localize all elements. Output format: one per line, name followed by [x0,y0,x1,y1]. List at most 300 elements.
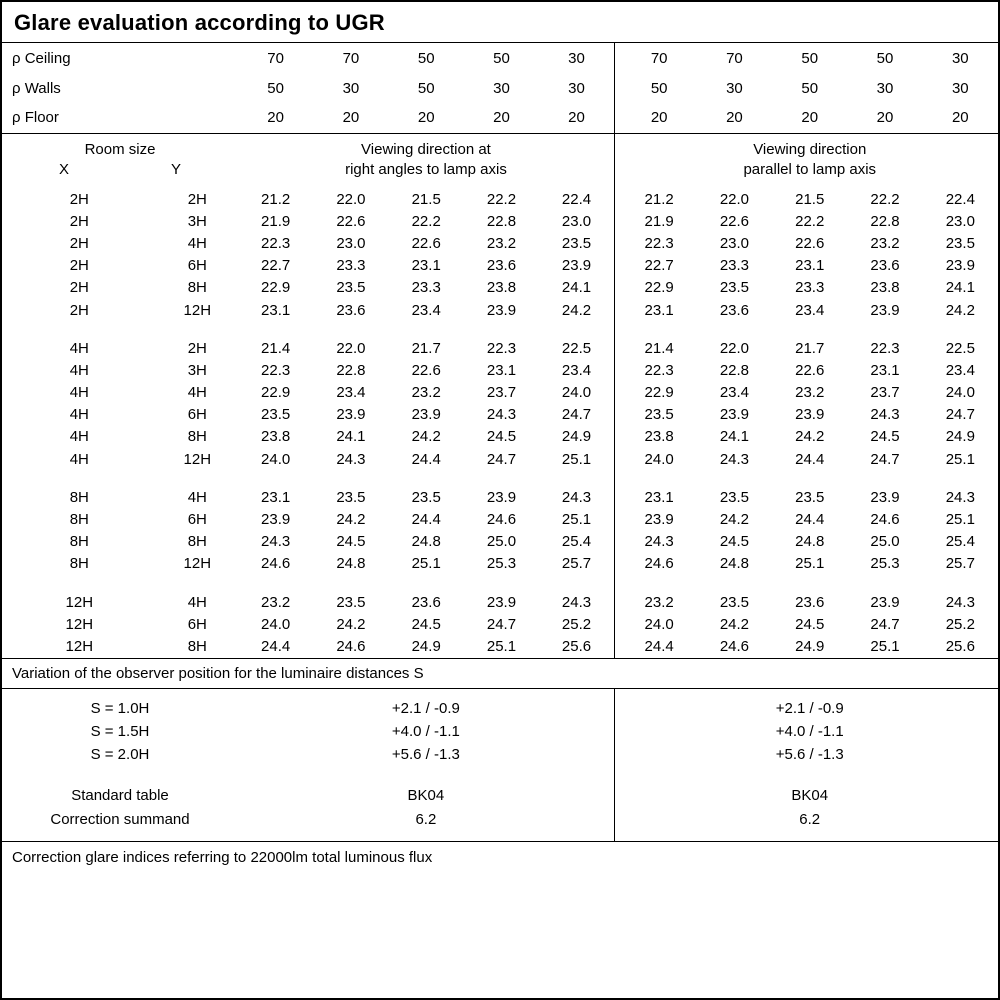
ugr-value-parallel: 23.9 [870,301,900,319]
header-line-2: right angles to lamp axis [345,160,507,178]
table-row [2,404,998,426]
ugr-value-perpendicular: 22.0 [336,190,366,208]
ugr-value-parallel: 23.9 [945,257,975,275]
ugr-value-perpendicular: 23.4 [336,384,366,402]
ugr-value-parallel: 22.3 [644,361,674,379]
ugr-value-parallel: 23.9 [870,593,900,611]
ugr-value-perpendicular: 21.7 [411,339,441,357]
spacer-cell [157,575,238,591]
standard-table-label: Standard table [71,787,169,805]
room-size-y: 12H [183,555,212,573]
ugr-value-perpendicular: 24.8 [411,533,441,551]
ugr-value-parallel: 23.5 [795,488,825,506]
spacer-cell [313,575,388,591]
ugr-value-parallel: 24.9 [795,637,825,655]
header-line-2: parallel to lamp axis [743,160,877,178]
ugr-value-parallel: 23.9 [795,406,825,424]
ugr-value-parallel: 25.1 [795,555,825,573]
ugr-value-parallel: 24.2 [795,428,825,446]
ugr-value-perpendicular: 23.9 [486,593,517,611]
room-size-y: 4H [187,384,207,402]
column-divider [614,508,621,530]
group-spacer [2,575,998,591]
room-size-x-label: X [58,160,69,178]
ugr-value-perpendicular: 23.6 [486,257,517,275]
spacer-cell [464,470,539,486]
ugr-value-parallel: 23.5 [945,234,975,252]
ugr-value-parallel: 23.5 [719,279,750,297]
ugr-value-parallel: 23.5 [719,593,750,611]
ugr-value-perpendicular: 22.7 [261,257,291,275]
ugr-value-perpendicular: 22.9 [261,279,291,297]
ugr-value-parallel: 23.1 [870,361,900,379]
ugr-value-perpendicular: 22.5 [561,339,592,357]
ugr-value-perpendicular: 22.8 [486,212,517,230]
room-size-x: 12H [65,593,94,611]
ugr-value-perpendicular: 23.1 [486,361,517,379]
ugr-value-perpendicular: 22.2 [486,190,517,208]
ugr-value-perpendicular: 23.5 [336,279,366,297]
ugr-value-perpendicular: 24.2 [411,428,441,446]
reflectance-value: 50 [417,49,435,67]
ugr-value-perpendicular: 22.3 [261,361,291,379]
spacer-cell [772,470,847,486]
spacer-cell [238,470,313,486]
spacer-cell [923,575,998,591]
room-size-y: 6H [187,406,207,424]
footer-note: Correction glare indices referring to 22000lm total luminous flux [12,848,433,866]
s-values-parallel [621,688,998,776]
s-label: S = 2.0H [90,746,150,764]
ugr-value-perpendicular: 23.5 [561,234,592,252]
column-divider [614,591,621,613]
ugr-value-parallel: 22.6 [795,361,825,379]
ugr-value-perpendicular: 25.1 [486,637,517,655]
ugr-value-perpendicular: 23.2 [261,593,291,611]
reflectance-value: 70 [342,49,360,67]
ugr-value-perpendicular: 23.0 [561,212,592,230]
ugr-value-perpendicular: 23.4 [561,361,592,379]
s-value: +2.1 / -0.9 [391,699,460,717]
ugr-value-perpendicular: 24.9 [411,637,441,655]
reflectance-value: 20 [622,103,697,133]
ugr-value-perpendicular: 24.2 [336,511,366,529]
spacer-cell [157,321,238,337]
column-divider [614,103,621,133]
ugr-value-perpendicular: 21.9 [261,212,291,230]
ugr-value-parallel: 22.8 [719,361,750,379]
ugr-value-parallel: 22.6 [719,212,750,230]
ugr-value-parallel: 23.5 [644,406,674,424]
table-row [2,277,998,299]
header-line-1: Viewing direction [753,140,867,158]
table-row [2,591,998,613]
spacer-cell [2,470,157,486]
room-size-x: 2H [69,234,89,252]
ugr-value-perpendicular: 23.1 [261,488,291,506]
s-labels-cell [2,688,238,776]
ugr-value-parallel: 21.9 [644,212,674,230]
room-size-y: 4H [187,593,207,611]
ugr-value-parallel: 25.6 [945,637,975,655]
ugr-value-perpendicular: 22.6 [411,361,441,379]
ugr-value-perpendicular: 24.4 [261,637,291,655]
spacer-cell [539,575,614,591]
ugr-value-parallel: 21.7 [795,339,825,357]
ugr-value-parallel: 25.2 [945,615,975,633]
ugr-value-perpendicular: 23.2 [411,384,441,402]
ugr-value-perpendicular: 24.0 [561,384,592,402]
group-spacer [2,470,998,486]
spacer-cell [389,575,464,591]
ugr-value-perpendicular: 22.8 [336,361,366,379]
ugr-value-perpendicular: 23.2 [486,234,517,252]
room-size-x: 4H [69,361,89,379]
ugr-value-parallel: 23.9 [644,511,674,529]
ugr-value-parallel: 23.4 [719,384,750,402]
ugr-value-parallel: 24.4 [795,450,825,468]
ugr-value-parallel: 24.3 [870,406,900,424]
reflectance-value: 20 [238,103,313,133]
s-value: +4.0 / -1.1 [775,722,844,740]
ugr-value-perpendicular: 24.7 [486,615,517,633]
column-divider [614,321,621,337]
reflectance-value: 20 [697,103,772,133]
ugr-value-perpendicular: 24.4 [411,511,441,529]
reflectance-value: 20 [772,103,847,133]
ugr-value-parallel: 22.3 [644,234,674,252]
room-size-x: 4H [69,384,89,402]
ugr-value-perpendicular: 24.6 [261,555,291,573]
room-size-y: 6H [187,511,207,529]
footer-note-row [2,841,998,873]
ugr-value-perpendicular: 23.1 [411,257,441,275]
ugr-value-parallel: 23.9 [870,488,900,506]
room-size-x: 2H [69,190,89,208]
variation-note-row [2,658,998,688]
ugr-value-perpendicular: 21.4 [261,339,291,357]
ugr-value-parallel: 22.7 [644,257,674,275]
ugr-value-parallel: 24.2 [945,301,975,319]
ugr-value-perpendicular: 23.1 [261,301,291,319]
ugr-value-parallel: 24.7 [870,615,900,633]
ugr-value-perpendicular: 24.8 [336,555,366,573]
column-divider [614,613,621,635]
ugr-value-parallel: 23.7 [870,384,900,402]
ugr-value-perpendicular: 24.6 [336,637,366,655]
ugr-value-perpendicular: 23.7 [486,384,517,402]
ugr-value-parallel: 23.3 [719,257,750,275]
ugr-value-perpendicular: 22.3 [261,234,291,252]
ugr-value-perpendicular: 25.6 [561,637,592,655]
column-divider [614,43,621,73]
reflectance-value: 50 [267,79,284,97]
ugr-value-perpendicular: 24.7 [486,450,517,468]
spacer-cell [697,575,772,591]
ugr-value-parallel: 24.0 [644,450,674,468]
room-size-x: 2H [69,279,89,297]
spacer-cell [772,321,847,337]
ugr-value-parallel: 24.7 [945,406,975,424]
ugr-value-perpendicular: 23.8 [261,428,291,446]
room-size-y: 8H [187,279,207,297]
standard-table-value: BK04 [407,787,445,805]
ugr-value-parallel: 21.5 [795,190,825,208]
spacer-cell [389,470,464,486]
reflectance-value: 70 [650,49,668,67]
column-divider [614,448,621,470]
ugr-value-parallel: 24.3 [644,533,674,551]
group-spacer [2,321,998,337]
ugr-value-perpendicular: 24.4 [411,450,441,468]
table-row [2,43,998,73]
column-divider [614,232,621,254]
ugr-value-parallel: 23.0 [945,212,975,230]
reflectance-label-floor: ρ Floor [2,103,238,133]
ugr-value-parallel: 22.6 [795,234,825,252]
ugr-value-perpendicular: 22.3 [486,339,517,357]
table-row [2,73,998,103]
ugr-value-parallel: 25.1 [945,511,975,529]
ugr-value-perpendicular: 25.7 [561,555,592,573]
ugr-value-perpendicular: 24.3 [486,406,517,424]
reflectance-value: 30 [568,79,585,97]
ugr-value-parallel: 23.5 [719,488,750,506]
room-size-x: 2H [69,301,89,319]
ugr-value-parallel: 24.4 [795,511,825,529]
correction-summand-value: 6.2 [415,810,437,828]
ugr-value-perpendicular: 25.0 [486,533,517,551]
room-size-y: 4H [187,488,207,506]
ugr-value-parallel: 22.2 [870,190,900,208]
ugr-value-perpendicular: 24.2 [336,615,366,633]
reflectance-value: 70 [267,49,284,67]
ugr-value-perpendicular: 24.3 [261,533,291,551]
ugr-value-perpendicular: 24.0 [261,615,291,633]
spacer-cell [238,321,313,337]
viewing-direction-parallel-header [622,133,998,188]
ugr-value-perpendicular: 24.5 [336,533,366,551]
room-size-y: 3H [187,361,207,379]
reflectance-label-walls: ρ Walls [12,79,61,97]
table-row [2,508,998,530]
table-row [2,103,998,133]
reflectance-value: 30 [876,79,894,97]
correction-summand-value: 6.2 [799,810,821,828]
ugr-value-perpendicular: 24.3 [561,593,592,611]
ugr-value-parallel: 24.9 [945,428,975,446]
ugr-value-perpendicular: 22.6 [411,234,441,252]
column-divider [614,133,621,188]
reflectance-value: 30 [951,79,969,97]
ugr-value-perpendicular: 25.3 [486,555,517,573]
ugr-value-parallel: 23.1 [644,301,674,319]
room-size-y: 2H [187,339,207,357]
ugr-value-perpendicular: 24.1 [336,428,366,446]
room-size-x: 4H [69,339,89,357]
ugr-value-perpendicular: 24.1 [561,279,592,297]
ugr-value-perpendicular: 24.2 [561,301,592,319]
reflectance-value: 20 [389,103,464,133]
spacer-cell [2,321,157,337]
ugr-value-parallel: 23.1 [644,488,674,506]
ugr-value-perpendicular: 25.1 [411,555,441,573]
ugr-value-perpendicular: 23.9 [411,406,441,424]
column-divider [614,553,621,575]
ugr-value-parallel: 22.0 [719,190,750,208]
ugr-value-perpendicular: 23.9 [486,301,517,319]
room-size-x: 4H [69,428,89,446]
room-size-x: 8H [69,511,89,529]
ugr-value-parallel: 24.5 [870,428,900,446]
room-size-y-label: Y [170,160,181,178]
ugr-value-parallel: 22.0 [719,339,750,357]
page-title: Glare evaluation according to UGR [2,2,998,43]
column-divider [614,776,621,841]
ugr-value-perpendicular: 23.3 [411,279,441,297]
ugr-value-perpendicular: 21.2 [261,190,291,208]
ugr-value-perpendicular: 22.2 [411,212,441,230]
column-divider [614,188,621,210]
ugr-value-parallel: 22.4 [945,190,975,208]
ugr-value-perpendicular: 24.7 [561,406,592,424]
table-row [2,210,998,232]
ugr-value-parallel: 25.7 [945,555,975,573]
room-size-x: 12H [65,615,94,633]
ugr-value-perpendicular: 23.6 [336,301,366,319]
room-size-y: 3H [187,212,207,230]
ugr-data-table [2,188,998,658]
column-divider [614,359,621,381]
ugr-value-perpendicular: 24.5 [486,428,517,446]
ugr-value-parallel: 25.1 [870,637,900,655]
reflectance-value: 50 [417,79,435,97]
spacer-cell [2,575,157,591]
s-values-perpendicular [238,688,614,776]
ugr-value-perpendicular: 23.9 [561,257,592,275]
ugr-value-perpendicular: 25.1 [561,511,592,529]
spacer-cell [313,470,388,486]
ugr-value-perpendicular: 24.0 [261,450,291,468]
ugr-value-parallel: 23.4 [945,361,975,379]
table-row [2,188,998,210]
ugr-value-parallel: 21.4 [644,339,674,357]
room-size-y: 2H [187,190,207,208]
column-divider [614,635,621,657]
ugr-value-perpendicular: 22.6 [336,212,366,230]
ugr-value-parallel: 23.3 [795,279,825,297]
spacer-cell [157,470,238,486]
ugr-value-parallel: 24.5 [719,533,750,551]
column-divider [614,575,621,591]
s-label: S = 1.5H [90,722,150,740]
ugr-value-parallel: 22.2 [795,212,825,230]
standard-table-value: BK04 [791,787,829,805]
reflectance-label-ceiling: ρ Ceiling [12,49,71,67]
column-divider [614,210,621,232]
ugr-value-perpendicular: 25.2 [561,615,592,633]
room-size-y: 8H [187,533,207,551]
ugr-value-perpendicular: 23.6 [411,593,441,611]
ugr-value-perpendicular: 23.0 [336,234,366,252]
ugr-value-perpendicular: 23.9 [261,511,291,529]
ugr-value-parallel: 24.7 [870,450,900,468]
room-size-x: 8H [69,488,89,506]
table-row [2,635,998,657]
s-variation-row [2,688,998,776]
ugr-value-parallel: 24.8 [719,555,750,573]
s-value: +2.1 / -0.9 [775,699,844,717]
column-divider [614,470,621,486]
reflectance-value: 30 [568,49,585,67]
ugr-value-perpendicular: 22.9 [261,384,291,402]
s-label: S = 1.0H [90,699,150,717]
spacer-cell [847,575,922,591]
ugr-value-perpendicular: 21.5 [411,190,441,208]
ugr-value-parallel: 25.1 [945,450,975,468]
column-divider [614,299,621,321]
ugr-value-parallel: 23.2 [870,234,900,252]
spacer-cell [464,575,539,591]
reflectance-value: 50 [801,79,819,97]
ugr-value-parallel: 24.6 [719,637,750,655]
room-size-y: 8H [187,428,207,446]
ugr-value-perpendicular: 24.5 [411,615,441,633]
ugr-value-parallel: 21.2 [644,190,674,208]
spacer-cell [772,575,847,591]
s-value: +4.0 / -1.1 [391,722,460,740]
ugr-value-parallel: 22.9 [644,279,674,297]
room-size-x: 2H [69,257,89,275]
ugr-value-parallel: 23.8 [870,279,900,297]
column-divider [614,426,621,448]
ugr-value-parallel: 22.8 [870,212,900,230]
reflectance-value: 30 [726,79,743,97]
ugr-value-parallel: 24.3 [719,450,750,468]
reflectance-value: 50 [650,79,668,97]
room-size-label: Room size [84,140,156,158]
header-line-1: Viewing direction at [361,140,491,158]
reflectance-value: 70 [726,49,743,67]
spacer-cell [923,321,998,337]
column-divider [614,255,621,277]
standard-labels-cell [2,776,238,841]
spacer-cell [622,321,697,337]
ugr-value-perpendicular: 23.8 [486,279,517,297]
ugr-value-parallel: 23.0 [719,234,750,252]
spacer-cell [313,321,388,337]
variation-note-table [2,658,998,873]
room-size-x: 2H [69,212,89,230]
ugr-value-parallel: 23.6 [795,593,825,611]
ugr-value-perpendicular: 23.9 [486,488,517,506]
ugr-value-parallel: 22.3 [870,339,900,357]
spacer-cell [923,470,998,486]
table-row [2,232,998,254]
ugr-value-parallel: 24.2 [719,615,750,633]
variation-note: Variation of the observer position for the luminaire distances S [2,658,998,688]
ugr-value-parallel: 24.0 [945,384,975,402]
ugr-value-perpendicular: 22.0 [336,339,366,357]
ugr-value-parallel: 22.5 [945,339,975,357]
reflectance-value: 20 [464,103,539,133]
room-size-header [2,133,238,188]
ugr-value-parallel: 24.0 [644,615,674,633]
ugr-value-parallel: 25.4 [945,533,975,551]
spacer-cell [622,470,697,486]
room-size-y: 12H [183,301,212,319]
room-size-y: 12H [183,450,212,468]
